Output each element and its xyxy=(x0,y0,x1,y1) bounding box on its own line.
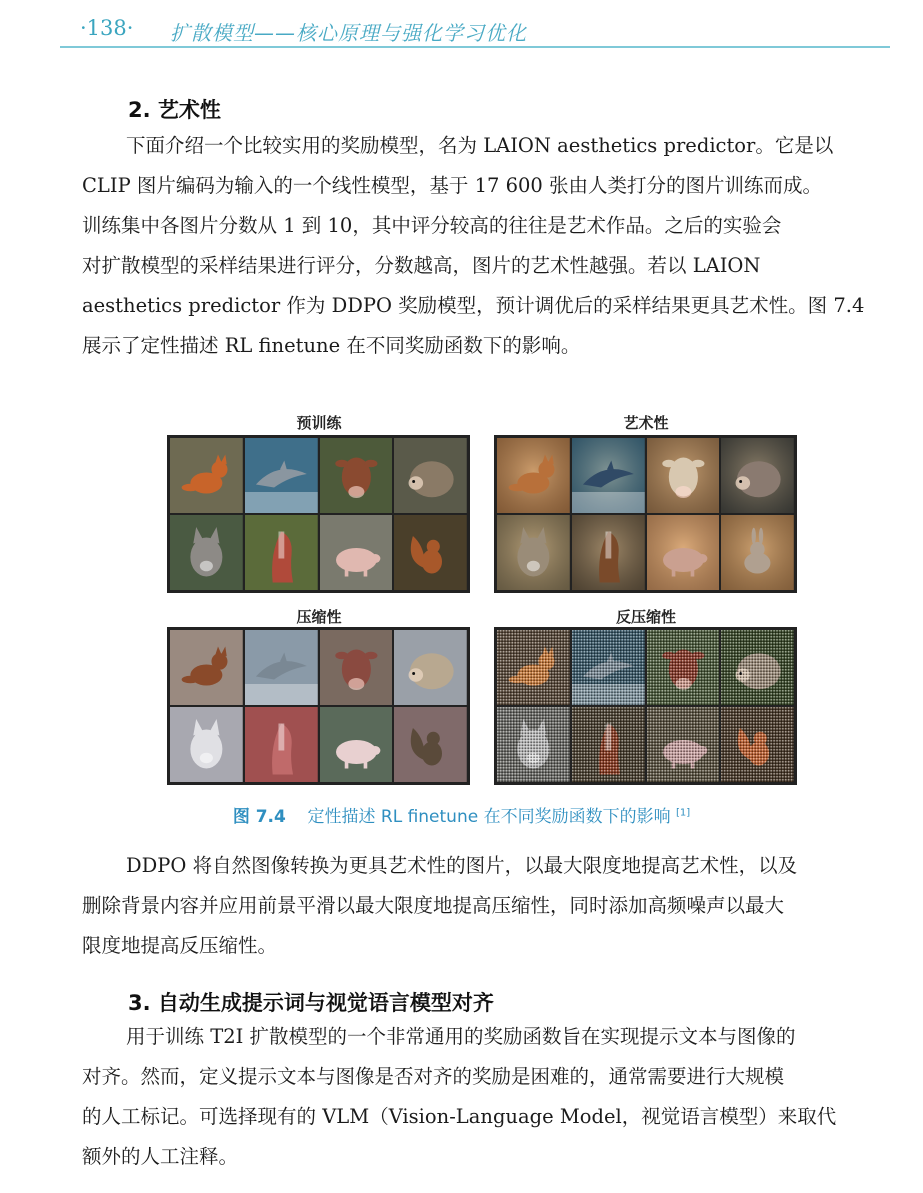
text-line: 的人工标记。可选择现有的 VLM（Vision-Language Model，视觉语言模型）来取代 xyxy=(82,1105,837,1128)
image-grid-aesthetic xyxy=(494,435,797,593)
text-line: 限度地提高反压缩性。 xyxy=(82,934,278,957)
photo-fox xyxy=(170,438,243,513)
photo-horse xyxy=(245,515,318,590)
text-line: CLIP 图片编码为输入的一个线性模型，基于 17 600 张由人类打分的图片训练而成。 xyxy=(82,174,823,197)
photo-cow xyxy=(320,630,393,705)
text-line: aesthetics predictor 作为 DDPO 奖励模型，预计调优后的采样结果更具艺术性。图 7.4 xyxy=(82,294,865,317)
photo-pig xyxy=(320,515,393,590)
photo-pig xyxy=(647,707,720,782)
panel-title-pretrain: 预训练 xyxy=(296,414,342,432)
photo-hedgehog xyxy=(721,438,794,513)
panel-title-aesthetic: 艺术性 xyxy=(623,414,669,432)
text-line: 展示了定性描述 RL finetune 在不同奖励函数下的影响。 xyxy=(82,334,581,357)
section-heading-aesthetics: 2. 艺术性 xyxy=(128,98,221,122)
image-grid-compress xyxy=(167,627,470,785)
ddpo-paragraph xyxy=(82,846,890,966)
photo-dolphin xyxy=(245,438,318,513)
photo-wolf xyxy=(497,515,570,590)
text-line: 训练集中各图片分数从 1 到 10，其中评分较高的往往是艺术作品。之后的实验会 xyxy=(82,214,782,237)
photo-fox xyxy=(497,630,570,705)
text-line: 用于训练 T2I 扩散模型的一个非常通用的奖励函数旨在实现提示文本与图像的 xyxy=(126,1025,796,1048)
photo-cow xyxy=(320,438,393,513)
photo-hedgehog xyxy=(721,630,794,705)
text-line: 额外的人工注释。 xyxy=(82,1145,239,1168)
section-heading-alignment: 3. 自动生成提示词与视觉语言模型对齐 xyxy=(128,991,494,1015)
photo-wolf xyxy=(170,515,243,590)
photo-fox xyxy=(497,438,570,513)
photo-squirrel xyxy=(394,707,467,782)
photo-dolphin xyxy=(572,438,645,513)
photo-hedgehog xyxy=(394,438,467,513)
image-grid-incompress xyxy=(494,627,797,785)
figure-caption xyxy=(0,802,923,827)
page-number: ·138· xyxy=(80,16,134,40)
text-line: DDPO 将自然图像转换为更具艺术性的图片，以最大限度地提高艺术性，以及 xyxy=(126,854,798,877)
photo-hedgehog xyxy=(394,630,467,705)
section2-paragraph xyxy=(82,126,890,366)
panel-title-compress: 压缩性 xyxy=(296,608,342,626)
page-header xyxy=(60,10,890,48)
photo-squirrel xyxy=(394,515,467,590)
photo-cow xyxy=(647,630,720,705)
caption-text: 定性描述 RL finetune 在不同奖励函数下的影响 xyxy=(307,807,671,827)
image-grid-pretrain xyxy=(167,435,470,593)
photo-rabbit xyxy=(721,515,794,590)
photo-cow xyxy=(647,438,720,513)
photo-horse xyxy=(572,515,645,590)
text-line: 删除背景内容并应用前景平滑以最大限度地提高压缩性，同时添加高频噪声以最大 xyxy=(82,894,785,917)
caption-label: 图 7.4 xyxy=(232,807,286,827)
photo-wolf xyxy=(497,707,570,782)
text-line: 下面介绍一个比较实用的奖励模型，名为 LAION aesthetics predictor。它是以 xyxy=(126,134,834,157)
running-title: 扩散模型——核心原理与强化学习优化 xyxy=(170,21,527,45)
photo-horse xyxy=(572,707,645,782)
photo-pig xyxy=(320,707,393,782)
panel-title-incompress: 反压缩性 xyxy=(615,608,676,626)
caption-reference: [1] xyxy=(676,807,691,819)
text-line: 对齐。然而，定义提示文本与图像是否对齐的奖励是困难的，通常需要进行大规模 xyxy=(82,1065,785,1088)
section3-paragraph xyxy=(82,1017,890,1177)
photo-dolphin xyxy=(245,630,318,705)
photo-squirrel xyxy=(721,707,794,782)
photo-wolf xyxy=(170,707,243,782)
photo-dolphin xyxy=(572,630,645,705)
photo-horse xyxy=(245,707,318,782)
photo-pig xyxy=(647,515,720,590)
photo-fox xyxy=(170,630,243,705)
text-line: 对扩散模型的采样结果进行评分，分数越高，图片的艺术性越强。若以 LAION xyxy=(82,254,761,277)
